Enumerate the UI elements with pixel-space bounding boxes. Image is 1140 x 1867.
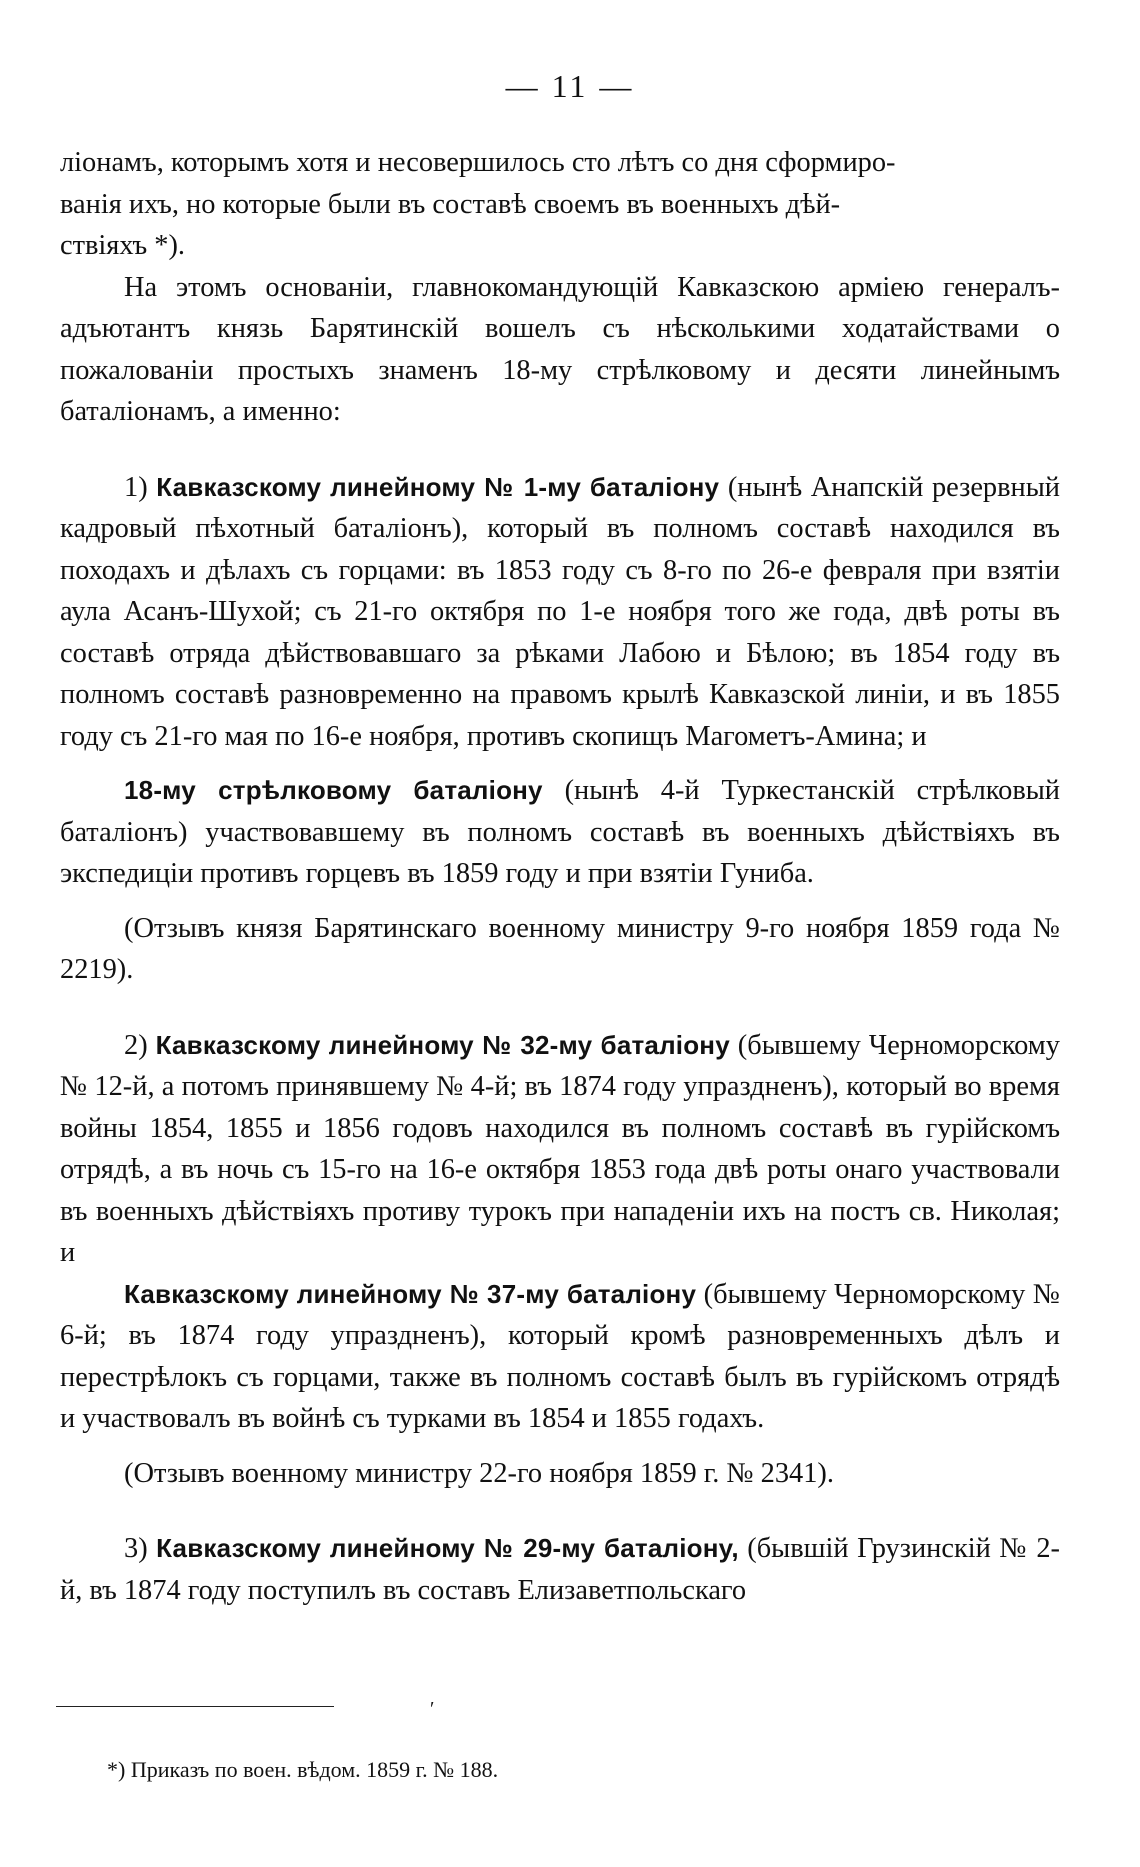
item-2-paragraph: [60, 1025, 1060, 1274]
item-2b-text: (бывшему Черноморскому № 6-й; въ 1874 году упраздненъ), который кромѣ разновременныхъ дѣлъ и перестрѣлокъ съ горцами, также въ полномъ составѣ былъ въ гурiйскомъ отрядѣ и участвовалъ въ войнѣ съ турками въ 1854 и 1855 годахъ.: [60, 1278, 1060, 1434]
main-text: [60, 142, 1060, 1611]
intro-paragraph: [60, 142, 1060, 267]
footnote-divider: [56, 1706, 334, 1707]
item-1b-paragraph: [60, 770, 1060, 895]
item-2-heading: Кавказскому линейному № 32-му баталiону: [155, 1029, 730, 1060]
item-1-paragraph: [60, 467, 1060, 758]
item-2-reference: (Отзывъ военному министру 22-го ноября 1859 г. № 2341).: [124, 1457, 834, 1489]
item-3-text: (бывшiй Грузинскiй № 2-й, въ 1874 году поступилъ въ составъ Елизаветпольскаго: [60, 1533, 1060, 1606]
item-2b-heading: Кавказскому линейному № 37-му баталiону: [124, 1278, 697, 1309]
intro-line: лiонамъ, которымъ хотя и несовершилось сто лѣтъ со дня сформиро-: [60, 147, 896, 178]
item-2-text: (бывшему Черноморскому № 12-й, а потомъ принявшему № 4-й; въ 1874 году упраздненъ), который во время войны 1854, 1855 и 1856 годовъ находился въ полномъ составѣ въ гурiйскомъ отрядѣ, а въ ночь съ 15-го на 16-е октября 1853 года двѣ роты онаго участвовали въ военныхъ дѣйствiяхъ противу турокъ при нападенiи ихъ на постъ св. Николая; и: [60, 1029, 1060, 1268]
paragraph-request: На этомъ основанiи, главнокомандующiй Кавказскою армiею генералъ-адъютантъ князь Барятинскiй вошелъ съ нѣсколькими ходатайствами о пожалованiи простыхъ знаменъ 18-му стрѣлковому и десяти линейнымъ баталiонамъ, а именно:: [60, 271, 1060, 427]
page-number: — 11 —: [505, 68, 635, 104]
item-1b-text: (нынѣ 4-й Туркестанскiй стрѣлковый баталiонъ) участвовавшему въ полномъ составѣ въ военныхъ дѣйствiяхъ въ экспедицiи противъ горцевъ въ 1859 году и при взятiи Гуниба.: [60, 775, 1060, 889]
item-3-heading: Кавказскому линейному № 29-му баталiону,: [156, 1533, 739, 1563]
footnote: *) Приказъ по воен. вѣдом. 1859 г. № 188.: [107, 1757, 499, 1782]
item-1-heading: Кавказскому линейному № 1-му баталiону: [156, 471, 720, 502]
ink-mark: ′: [430, 1698, 435, 1720]
item-1-number: 1): [124, 471, 148, 503]
item-1-text: (нынѣ Анапскiй резервный кадровый пѣхотный баталiонъ), который въ полномъ составѣ находился въ походахъ и дѣлахъ съ горцами: въ 1853 году съ 8-го по 26-е февраля при взятiи аула Асанъ-Шухой; съ 21-го октября по 1-е ноября того же года, двѣ роты въ составѣ отряда дѣйствовавшаго за рѣками Лабою и Бѣлою; въ 1854 году въ полномъ составѣ разновременно на правомъ крылѣ Кавказской линiи, и въ 1855 году съ 21-го мая по 16-е ноября, противъ скопищъ Магометъ-Амина; и: [60, 471, 1060, 752]
item-1b-heading: 18-му стрѣлковому баталiону: [124, 775, 543, 805]
intro-line: ствiяхъ *).: [60, 230, 185, 261]
intro-line: ванiя ихъ, но которые были въ составѣ своемъ въ военныхъ дѣй-: [60, 188, 841, 220]
item-3-number: 3): [124, 1533, 148, 1564]
item-1-reference: (Отзывъ князя Барятинскаго военному министру 9-го ноября 1859 года № 2219).: [60, 912, 1060, 985]
item-2b-paragraph: [60, 1274, 1060, 1440]
item-3-paragraph: [60, 1528, 1060, 1611]
item-2-number: 2): [124, 1029, 148, 1061]
